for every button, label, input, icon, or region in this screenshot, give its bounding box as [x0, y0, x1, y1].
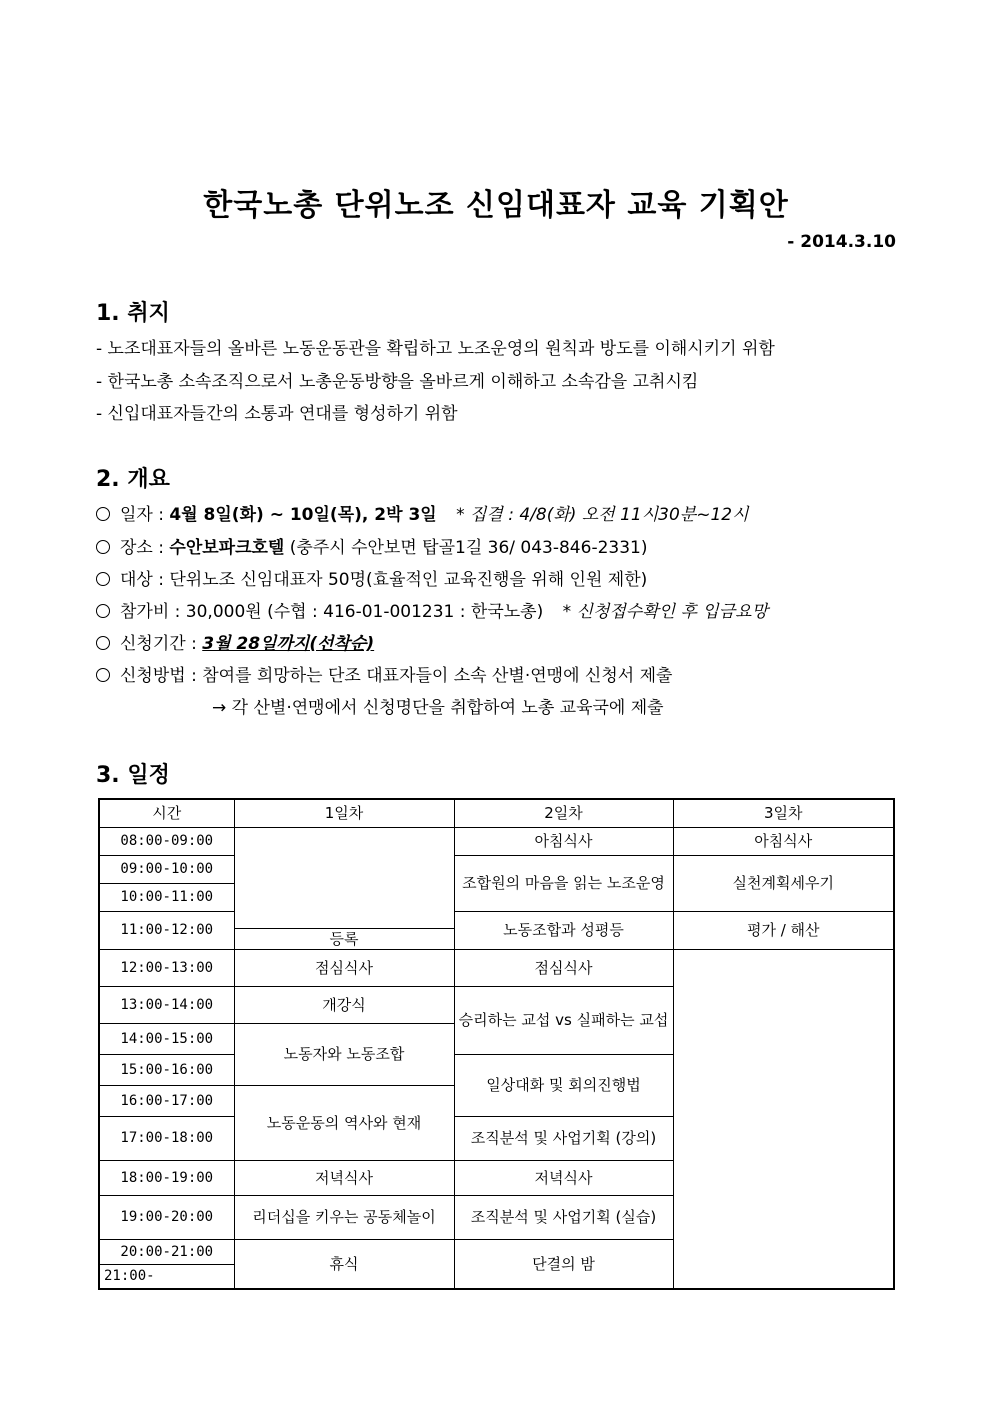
- day2-analysis-practice: 조직분석 및 사업기획 (실습): [454, 1195, 673, 1239]
- section-3-heading: 3. 일정: [96, 763, 170, 788]
- day3-eval: 평가 / 해산: [673, 911, 894, 949]
- overview-fee: 참가비 : 30,000원 (수협 : 416-01-001231 : 한국노총) * 신청접수확인 후 입금요망: [96, 597, 768, 622]
- time-cell: 14:00-15:00: [99, 1023, 234, 1054]
- day3-plan: 실천계획세우기: [673, 855, 894, 911]
- circle-bullet-icon: [96, 636, 110, 650]
- table-row: [99, 827, 894, 855]
- day1-register: 등록: [234, 827, 454, 949]
- table-header-row: [99, 799, 894, 827]
- time-cell: 20:00-21:00: [99, 1239, 234, 1264]
- day2-members: 조합원의 마음을 읽는 노조운영: [454, 855, 673, 911]
- circle-bullet-icon: [96, 540, 110, 554]
- time-cell: 13:00-14:00: [99, 986, 234, 1023]
- time-cell: 18:00-19:00: [99, 1160, 234, 1195]
- overview-method: 신청방법 : 참여를 희망하는 단조 대표자들이 소속 산별·연맹에 신청서 제출: [96, 661, 672, 686]
- page-title: 한국노총 단위노조 신임대표자 교육 기획안: [203, 188, 789, 223]
- time-cell: 10:00-11:00: [99, 883, 234, 911]
- circle-bullet-icon: [96, 507, 110, 521]
- time-cell: 08:00-09:00: [99, 827, 234, 855]
- day3-empty: [673, 949, 894, 1289]
- overview-place: 장소 : 수안보파크호텔 (충주시 수안보면 탑골1길 36/ 043-846-2331): [96, 533, 647, 558]
- circle-bullet-icon: [96, 572, 110, 586]
- overview-period: 신청기간 : 3월 28일까지(선착순): [96, 629, 374, 654]
- day2-night: 단결의 밤: [454, 1239, 673, 1289]
- day2-bargain: 승리하는 교섭 vs 실패하는 교섭: [454, 986, 673, 1054]
- header-day1: 1일차: [234, 799, 454, 827]
- time-cell: 15:00-16:00: [99, 1054, 234, 1085]
- day2-meeting: 일상대화 및 회의진행법: [454, 1054, 673, 1116]
- day1-history: 노동운동의 역사와 현재: [234, 1085, 454, 1160]
- header-day2: 2일차: [454, 799, 673, 827]
- schedule-table: [98, 798, 895, 1290]
- day1-dinner: 저녁식사: [234, 1160, 454, 1195]
- day1-leadership: 리더십을 키우는 공동체놀이: [234, 1195, 454, 1239]
- overview-method-2: → 각 산별·연맹에서 신청명단을 취합하여 노총 교육국에 제출: [212, 698, 664, 718]
- time-cell: 12:00-13:00: [99, 949, 234, 986]
- day2-lunch: 점심식사: [454, 949, 673, 986]
- purpose-item-3: - 신입대표자들간의 소통과 연대를 형성하기 위함: [96, 404, 458, 424]
- time-cell: 19:00-20:00: [99, 1195, 234, 1239]
- circle-bullet-icon: [96, 604, 110, 618]
- header-time: 시간: [99, 799, 234, 827]
- time-cell: 11:00-12:00: [99, 911, 234, 949]
- overview-target: 대상 : 단위노조 신임대표자 50명(효율적인 교육진행을 위해 인원 제한): [96, 565, 647, 590]
- day3-breakfast: 아침식사: [673, 827, 894, 855]
- header-day3: 3일차: [673, 799, 894, 827]
- time-cell: 17:00-18:00: [99, 1116, 234, 1160]
- table-row: [99, 949, 894, 986]
- day1-workers: 노동자와 노동조합: [234, 1023, 454, 1085]
- section-1-heading: 1. 취지: [96, 301, 170, 326]
- time-cell: 09:00-10:00: [99, 855, 234, 883]
- document-date: - 2014.3.10: [787, 232, 896, 252]
- purpose-item-1: - 노조대표자들의 올바른 노동운동관을 확립하고 노조운영의 원칙과 방도를 이해시키기 위함: [96, 339, 775, 359]
- day2-analysis-lecture: 조직분석 및 사업기획 (강의): [454, 1116, 673, 1160]
- overview-date: 일자 : 4월 8일(화) ~ 10일(목), 2박 3일 * 집결 : 4/8(화) 오전 11시30분~12시: [96, 500, 749, 525]
- day1-opening: 개강식: [234, 986, 454, 1023]
- section-2-heading: 2. 개요: [96, 467, 170, 492]
- day2-dinner: 저녁식사: [454, 1160, 673, 1195]
- day1-lunch: 점심식사: [234, 949, 454, 986]
- day1-rest: 휴식: [234, 1239, 454, 1289]
- table-row: [99, 911, 894, 949]
- day2-breakfast: 아침식사: [454, 827, 673, 855]
- day2-gender: 노동조합과 성평등: [454, 911, 673, 949]
- time-cell: 21:00-: [99, 1264, 234, 1289]
- purpose-item-2: - 한국노총 소속조직으로서 노총운동방향을 올바르게 이해하고 소속감을 고취시킴: [96, 372, 699, 392]
- time-cell: 16:00-17:00: [99, 1085, 234, 1116]
- circle-bullet-icon: [96, 668, 110, 682]
- table-row: [99, 855, 894, 883]
